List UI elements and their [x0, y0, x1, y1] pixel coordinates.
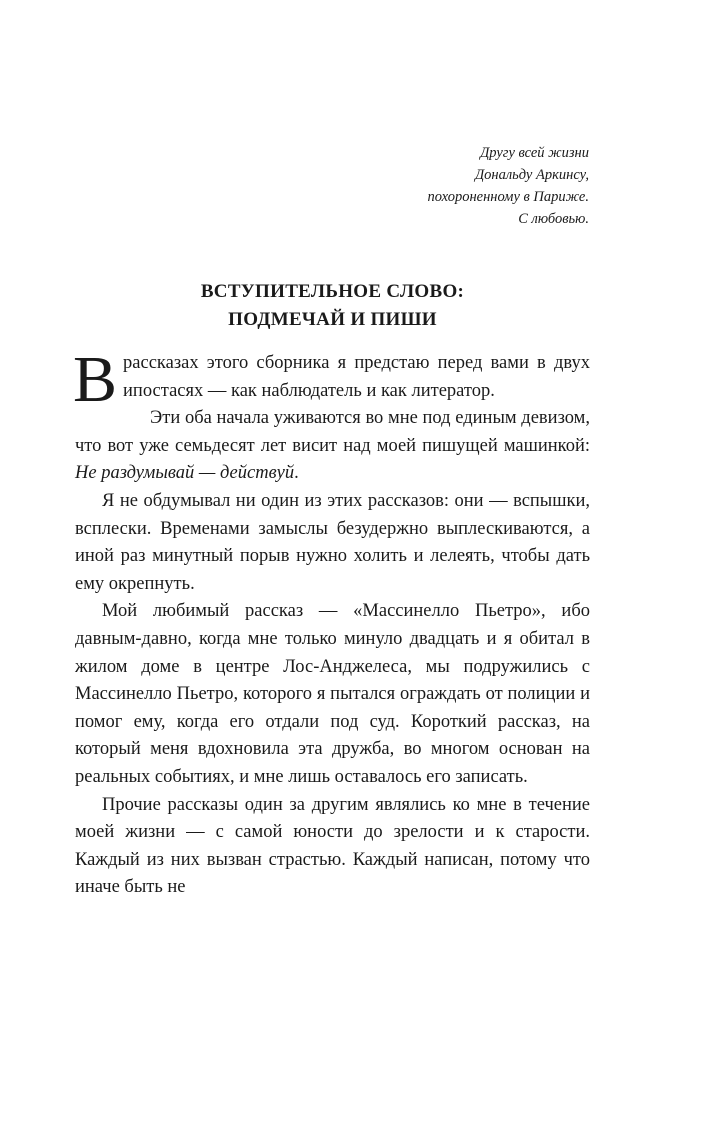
- chapter-title-line-2: ПОДМЕЧАЙ И ПИШИ: [228, 309, 437, 330]
- paragraph-5: Прочие рассказы один за другим являлись ко мне в течение моей жизни — с самой юности до зрелости и к старости. Каждый из них вызван страстью. Каждый написан, потому что иначе быть не: [75, 794, 590, 898]
- chapter-title-line-1: ВСТУПИТЕЛЬНОЕ СЛОВО:: [200, 281, 465, 302]
- chapter-title: [75, 278, 590, 334]
- dedication-line: Другу всей жизни: [480, 145, 589, 161]
- paragraph-2-end: .: [294, 463, 299, 484]
- paragraph-2-text: Эти оба начала уживаются во мне под единым девизом, что вот уже семьдесят лет висит над моей пишущей машинкой:: [75, 408, 590, 456]
- paragraph-1: [73, 343, 590, 416]
- drop-cap: В: [73, 343, 118, 416]
- paragraph-4: Мой любимый рассказ — «Массинелло Пьетро», ибо давным-давно, когда мне только минуло двадцать и я обитал в жилом доме в центре Лос-Анджелеса, мы подружились с Массинелло Пьетро, которого я пытался ограждать от полиции и помог ему, когда его отдали под суд. Короткий рассказ, на который меня вдохновила эта дружба, во многом основан на реальных событиях, и мне лишь оставалось его записать.: [75, 601, 590, 787]
- paragraph-1-text: рассказах этого сборника я предстаю перед вами в двух ипостасях — как наблюдатель и как литератор.: [123, 353, 590, 401]
- dedication-line: Дональду Аркинсу,: [474, 167, 589, 183]
- dedication-line: похороненному в Париже.: [427, 189, 589, 205]
- dedication: [427, 142, 589, 230]
- paragraph-2: [75, 405, 590, 488]
- motto-emphasis: Не раздумывай — действуй: [75, 463, 295, 484]
- dedication-line: С любовью.: [518, 211, 589, 227]
- paragraph-3: Я не обдумывал ни один из этих рассказов: они — вспышки, всплески. Временами замыслы безудержно выплескиваются, а иной раз минутный порыв нужно холить и лелеять, чтобы дать ему окрепнуть.: [75, 490, 590, 594]
- body-text: [73, 343, 590, 902]
